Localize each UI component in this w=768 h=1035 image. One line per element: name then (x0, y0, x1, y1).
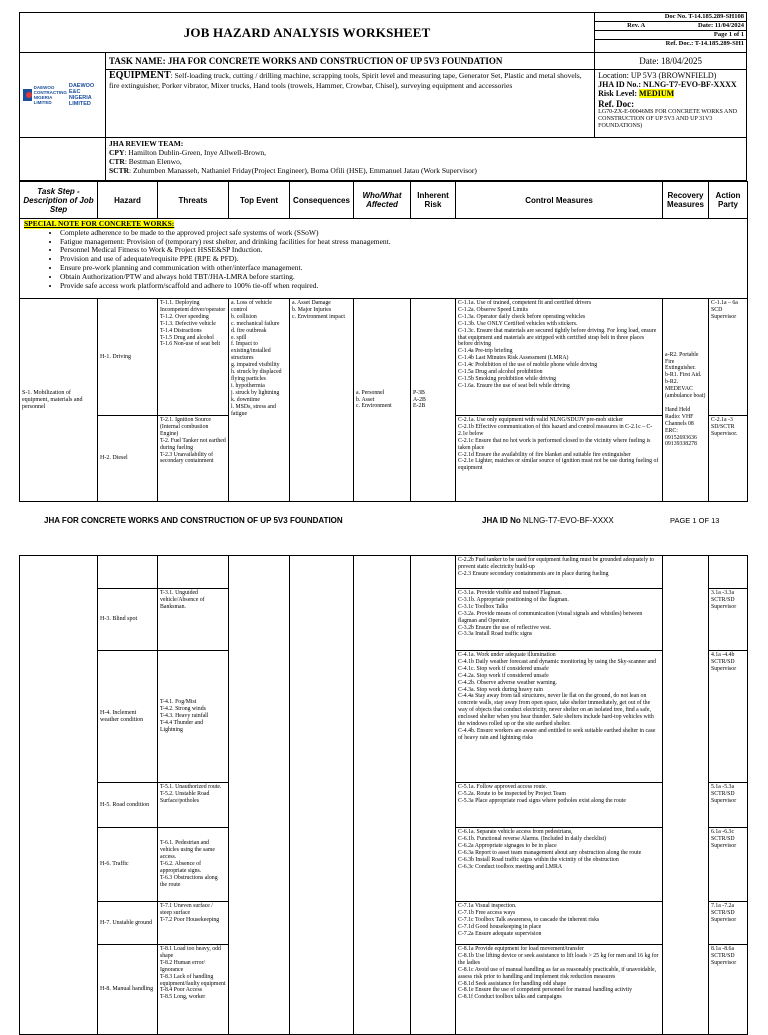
controls-h5: C-5.1a. Follow approved access route. C-5.2a. Route to be inspected by Project Team C-5.3a Place appropriate road signs where potholes exist along the route (456, 783, 663, 828)
col-action-party: Action Party (709, 182, 748, 219)
risk-empty (411, 556, 456, 1035)
review-team-title: JHA REVIEW TEAM: (108, 139, 184, 148)
task-date: Date: 18/04/2025 (595, 53, 747, 70)
team-ctr: CTR: Bestman Elenwo, (108, 157, 182, 166)
list-item: • Obtain Authorization/PTW and always hold TBT/JHA-LMRA before starting. (60, 273, 743, 282)
consequences-empty (290, 556, 354, 1035)
who-affected: a. Personnel b. Asset c. Environment (354, 299, 411, 502)
hazard-h3: H-3. Blind spot (98, 589, 158, 651)
hazard-h4: H-4. Inclement weather condition (98, 651, 158, 783)
action-h7: 7.1a -7.2a SCTR/SD Supervisor (709, 902, 748, 945)
controls-h4: C-4.1a. Work under adequate illumination C-4.1b Daily weather forecast and dynamic monitoring by using the Sky-scanner and C-4.1c. Stop work if considered unsafe C-4.2a. Stop work if considered unsafe C-4.2b. Observe adverse weather warning. C-4.3a. Stop work during heavy rain C-4.4a Stay away from tall structures, never lie flat on the ground, do not lean on concrete walls, stay away from open space, take shelter immediately, get out of the way of objects that conduct electricity, never shelter on an isolated tree, find a safe, enclosed shelter when you hear thunder. Safe shelters include hard-top vehicles with the windows rolled up or the site earthed shelter. C-4.4b. Ensure workers are aware and entitled to seek suitable earthed shelter in case of heavy rain and lightning risks (456, 651, 663, 783)
threats-h6: T-6.1. Pedestrian and vehicles using the same access. T-6.2. Absence of appropriate signs. T-6.3 Obstructions along the route (158, 828, 229, 902)
col-affected: Who/What Affected (354, 182, 411, 219)
col-threats: Threats (158, 182, 229, 219)
list-item: • Ensure pre-work planning and communication with other/interface management. (60, 264, 743, 273)
location: Location: UP 5V3 (BROWNFIELD) (598, 71, 717, 80)
risk-level-value: MEDIUM (639, 89, 675, 98)
equipment-cell (105, 70, 594, 138)
team-logo-spacer (20, 138, 106, 181)
review-team (105, 138, 746, 181)
col-control-measures: Control Measures (456, 182, 663, 219)
jha-id: JHA ID No.: NLNG-T7-EVO-BF-XXXX (598, 80, 737, 89)
doc-revision-date (595, 22, 746, 31)
top-event-empty (229, 556, 290, 1035)
logo-brand: DAEWOO E&C (68, 83, 95, 95)
logo-brand-2: NIGERIA LIMITED (68, 95, 92, 107)
document-title: JOB HAZARD ANALYSIS WORKSHEET (20, 13, 595, 53)
location-cell (595, 70, 747, 138)
column-header-row (20, 182, 748, 219)
logo-cell (20, 53, 106, 138)
list-item: • Provide safe access work platform/scaffold and adhere to 100% tie-off when required. (60, 282, 743, 291)
task-name: TASK NAME: JHA FOR CONCRETE WORKS AND CONSTRUCTION OF UP 5V3 FOUNDATION (105, 53, 594, 70)
logo-line-2: CONTRACTING (33, 90, 67, 95)
col-inherent-risk: Inherent Risk (411, 182, 456, 219)
controls-h6: C-6.1a. Separate vehicle access from pedestrians, C-6.1b. Functional reverse Alarms. (Included in daily checklist) C-6.2a Appropriate signages to be in place C-6.3a Report to asset team management about any obstruction along the route C-6.3b Install Road traffic signs within the vicinity of the obstruction C-6.3c Conduct toolbox meeting and LMRA (456, 828, 663, 902)
doc-page: Page 1 of 1 (595, 31, 746, 40)
doc-meta (595, 13, 747, 53)
action-h6: 6.1a -6.3c SCTR/SD Supervisor (709, 828, 748, 902)
equipment-list: : Self-loading truck, cutting / drilling machine, scrapping tools, Spirit level and measuring tape, Generator Set, Plastic and metal shovels, fire extinguisher, Porker vibrator, Mixer trucks, Hand tools (trowels, Hammer, Crowbar, Chisel), surveying equipment and accessories (108, 71, 582, 90)
controls-h2-cont: C-2.2b Fuel tanker to be used for equipment fueling must be grounded adequately to prevent static electricity build-up C-2.3 Ensure secondary containments are in place during fueling (456, 556, 663, 589)
doc-ref: Ref. Doc.: T-14.185.289-SH1 (665, 40, 744, 47)
controls-h7: C-7.1a Visual inspection. C-7.1b Free access ways C-7.1c Toolbox Talk awareness, to cascade the inherent risks C-7.1d Good housekeeping in place C-7.2a Ensure adequate supervision (456, 902, 663, 945)
hazard-table-page-2 (19, 555, 748, 1035)
list-item: • Personnel Medical Fitness to Work & Project HSSE&SP Induction. (60, 246, 743, 255)
action-h4: 4.1a -4.4b SCTR/SD Supervisor (709, 651, 748, 783)
action-h3: 3.1a -3.3a SCTR/SD Supervisor (709, 589, 748, 651)
logo-line-1: DAEWOO (33, 85, 55, 90)
controls-h8: C-8.1a Provide equipment for load movement/transfer C-8.1b Use lifting device or seek assistance to lift loads > 25 kg for men and 16 kg for the ladies C-8.1c Avoid use of manual handling as far as reasonably practicable, if unavoidable, assess risk prior to handling and implement risk reduction measures C-8.1d Seek assistance for handling odd shape C-8.1e Ensure the use of competent personnel for manual handling activity C-8.1f Conduct toolbox talks and campaigns (456, 945, 663, 1035)
ref-doc-value: LG70-ZX-E-00046MS FOR CONCRETE WORKS AND CONSTRUCTION OF UP 5V3 AND UP 31V3 FOUNDATIONS) (598, 109, 738, 129)
col-task-step: Task Step -Description of Job Step (20, 182, 98, 219)
threats-h4: T-4.1. Fog/Mist T-4.2. Strong winds T-4.3. Heavy rainfall T-4.4 Thunder and Lightning (158, 651, 229, 783)
threats-h3: T-3.1. Unguided vehicle/Absence of Banksman. (158, 589, 229, 651)
controls-h3: C-3.1a. Provide visible and trained Flagman. C-3.1b. Appropriate positioning of the flagman. C-3.1c Toolbox Talks C-3.2a. Provide means of communication (visual signals and whistles) between flagman and Operator. C-3.2b Ensure the use of reflective vest. C-3.3a Install Road traffic signs (456, 589, 663, 651)
logo-line-3: NIGERIA LIMITED (33, 95, 53, 105)
special-note (20, 219, 748, 299)
threats-h8: T-8.1 Load too heavy, odd shape T-8.2 Human error/ Ignorance T-8.3 Lack of handling equipment/faulty equipment T-8.4 Poor Access T-8.5 Long, worker (158, 945, 229, 1035)
table-row (20, 299, 748, 416)
special-note-row (20, 219, 748, 299)
hazard-table (19, 181, 748, 502)
action-h8: 8.1a -8.6a SCTR/SD Supervisor (709, 945, 748, 1035)
team-cpy: CPY: Hamilton Dublin-Green, Inye Allwell-Brown, (108, 148, 267, 157)
controls-h1: C-1.1a. Use of trained, competent fit and certified drivers C-1.2a. Observe Speed Limits C-1.3a. Operator daily check before operating vehicles C-1.3b. Use ONLY Certified vehicles with stickers. C-1.3c. Ensure that materials are secured tightly before driving. For long load, ensure that equipment and materials are stripped with certified strap belt in three places before driving C-1.4a Pre-trip briefing C-1.4b Last Minutes Risk Assessment (LMRA) C-1.4c Prohibition of the use of mobile phone while driving C-1.5a Drug and alcohol prohibition C-1.5b Smoking prohibition while driving C-1.6a. Ensure the use of seat belt while driving (456, 299, 663, 416)
team-sctr: SCTR: Zuhumben Manasseh, Nathaniel Friday(Project Engineer), Boma Ofili (HSE), Emmanuel Jatau (Work Supervisor) (108, 166, 477, 175)
hazard-h5: H-5. Road condition (98, 783, 158, 828)
inherent-risk: P-3B A-2B E-2B (411, 299, 456, 502)
footer-jha-id: JHA ID No NLNG-T7-EVO-BF-XXXX (482, 516, 614, 525)
table-row (20, 556, 748, 589)
hazard-h1: H-1. Driving (98, 299, 158, 416)
threats-h2: T-2.1. Ignition Source (Internal combustion Engine) T-2. Fuel Tanker not earthed during fueling T-2.3 Unavailability of secondary containment (158, 416, 229, 502)
footer-page: PAGE 1 OF 13 (670, 516, 720, 525)
list-item: • Fatigue management: Provision of (temporary) rest shelter, and drinking facilities for heat stress management. (60, 238, 743, 247)
list-item: • Complete adherence to be made to the approved project safe systems of work (SSoW) (60, 229, 743, 238)
company-logo (23, 83, 102, 107)
controls-h2: C-2.1a. Use only equipment with valid NLNG/SDUJV pre-mob sticker C-2.1b Effective communication of this hazard and control measures in C-2.1c – C-2.1e below C-2.1c Ensure that no hot work is performed closed to the vicinity where fueling is taken place C-2.1d Ensure the availability of fire blanket and suitable fire extinguisher C-2.1e Lighter, matches or similar source of ignition must not be use during fueling of equipment (456, 416, 663, 502)
equipment-label: EQUIPMENT (108, 70, 171, 81)
hazard-h7: H-7. Unstable ground (98, 902, 158, 945)
special-note-title: SPECIAL NOTE FOR CONCRETE WORKS: (24, 219, 175, 228)
risk-level-label: Risk Level: (598, 89, 640, 98)
ref-doc-label: Ref. Doc: (598, 99, 635, 109)
hazard-h6: H-6. Traffic (98, 828, 158, 902)
threats-h1: T-1.1. Deploying Incompetent driver/operator T-1.2. Over speeding T-1.3. Defective vehicle T-1.4 Distractions T-1.5 Drug and alcohol T-1.6 Non-use of seat belt (158, 299, 229, 416)
action-h1: C-1.1a – 6a SCD Supervisor (709, 299, 748, 416)
doc-number: Doc No. T-14.185.289-SH108 (595, 13, 746, 22)
consequences: a. Asset Damage b. Major Injuries c. Environment impact (290, 299, 354, 502)
recovery-empty (663, 556, 709, 1035)
col-top-event: Top Event (229, 182, 290, 219)
doc-date: Date: 11/04/2024 (697, 22, 744, 29)
action-h5: 5.1a -5.3a SCTR/SD Supervisor (709, 783, 748, 828)
header-table (19, 12, 747, 181)
action-h2: C-2.1a -3 SD/SCTR Supervisor. (709, 416, 748, 502)
hazard-h8: H-8. Manual handling (98, 945, 158, 1035)
special-note-list (24, 229, 743, 291)
threats-h5: T-5.1. Unauthorized route. T-5.2. Unstable Road Surface/potholes (158, 783, 229, 828)
task-step-empty (20, 556, 98, 1035)
risk-level (598, 89, 743, 98)
task-step-s1: S-1. Mobilization of equipment, materials and personnel (20, 299, 98, 502)
col-consequences: Consequences (290, 182, 354, 219)
affected-empty (354, 556, 411, 1035)
footer-title: JHA FOR CONCRETE WORKS AND CONSTRUCTION OF UP 5V3 FOUNDATION (44, 516, 343, 525)
logo-mark-icon (23, 89, 32, 101)
hazard-h2: H-2. Diesel (98, 416, 158, 502)
col-recovery-measures: Recovery Measures (663, 182, 709, 219)
recovery-measures: a-R2. Portable Fire Extinguisher. b-R1. First Aid. b-R2. MEDEVAC (ambulance boat) Hand Held Radio: VHF Channels 08 ERC: 09152693636 09139338278 (663, 299, 709, 502)
list-item: • Provision and use of adequate/requisite PPE (RPE & PFD). (60, 255, 743, 264)
top-event: a. Loss of vehicle control b. collision c. mechanical failure d. fire outbreak e. spill f. Impact to existing/installed structures g. impaired visibility h. struck by displaced flying particles i. hypothermia j. struck by lightning k. downtime l. MSDs, stress and fatigue (229, 299, 290, 502)
doc-revision: Rev. A (627, 22, 646, 29)
col-hazard: Hazard (98, 182, 158, 219)
threats-h7: T-7.1 Uneven surface / steep surface T-7.2 Poor Housekeeping (158, 902, 229, 945)
